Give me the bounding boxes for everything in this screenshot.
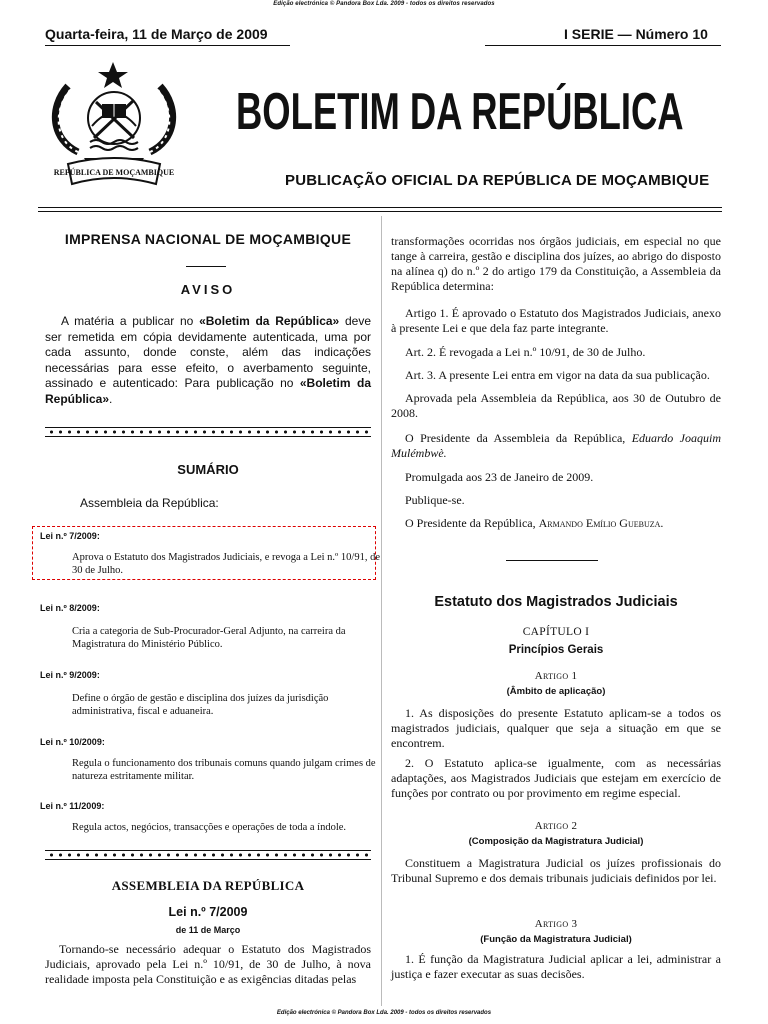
- assembleia-heading: ASSEMBLEIA DA REPÚBLICA: [111, 878, 305, 893]
- chapter-title: Princípios Gerais: [508, 644, 604, 656]
- president-republic-name: Armando Emílio Guebuza.: [538, 516, 664, 530]
- lei-title: Lei n.º 7/2009: [168, 905, 248, 919]
- aviso-text-part: .: [109, 391, 113, 406]
- sumario-lei-desc: Define o órgão de gestão e disciplina dos juízes da jurisdição administrativa, fiscal e aduaneira.: [72, 693, 329, 717]
- artigo-2-paragraph-1: Constituem a Magistratura Judicial os juízes profissionais do Tribunal Supremo e dos demais tribunais judiciais definidos por lei.: [391, 856, 721, 885]
- artigo-1-label: Artigo 1: [534, 670, 578, 682]
- sumario-lei-label: Lei n.º 11/2009:: [40, 801, 105, 811]
- artigo-1-paragraph-1: 1. As disposições do presente Estatuto aplicam-se a todos os magistrados judiciais, qualquer que seja a situação em que se encontrem.: [391, 706, 721, 750]
- lei-promulgated: Promulgada aos 23 de Janeiro de 2009.: [405, 470, 594, 484]
- dotted-separator: [45, 850, 371, 860]
- artigo-1-subtitle: (Âmbito de aplicação): [506, 686, 606, 697]
- sumario-heading: SUMÁRIO: [177, 462, 239, 477]
- issue-serie: I SERIE — Número 10: [564, 26, 708, 42]
- artigo-1-paragraph-2: 2. O Estatuto aplica-se igualmente, com as necessárias adaptações, aos Magistrados Judiciais que estejam em exercício de funções por contrato ou por provimento em regime especial.: [391, 756, 721, 800]
- artigo-3-subtitle: (Função da Magistratura Judicial): [480, 934, 632, 945]
- aviso-text: [45, 314, 371, 407]
- lei-intro-continued: transformações ocorridas nos órgãos judiciais, em especial no que tange à carreira, gestão e disciplina dos juízes, ao abrigo do disposto na alínea q) do n.º 2 do artigo 179 da Constituição, a Assembleia da República determina:: [391, 234, 721, 293]
- lei-approval: Aprovada pela Assembleia da República, aos 30 de Outubro de 2008.: [391, 391, 721, 420]
- sumario-lei-label: Lei n.º 7/2009:: [40, 531, 100, 541]
- imprensa-rule: [186, 266, 226, 267]
- coat-of-arms-emblem: [40, 60, 190, 188]
- aviso-text-part: deve ser remetida em cópia devidamente autenticada, uma por cada assunto, donde conste, além das indicações necessárias para esse efeito, o averbamento seguinte, assinado e autenticado: Para publicação no: [45, 314, 371, 390]
- president-republic-prefix: O Presidente da República,: [405, 516, 539, 530]
- publication-subtitle: PUBLICAÇÃO OFICIAL DA REPÚBLICA DE MOÇAMBIQUE: [285, 172, 710, 189]
- sumario-lei-label: Lei n.º 9/2009:: [40, 670, 100, 680]
- lei-date: de 11 de Março: [175, 925, 241, 935]
- lei-article-3: Art. 3. A presente Lei entra em vigor na data da sua publicação.: [405, 368, 710, 382]
- lei-intro-text: Tornando-se necessário adequar o Estatuto dos Magistrados Judiciais, aprovado pela Lei n.º 10/91, de 30 de Julho, à nova realidade imposta pela Constituição e as exigências ditadas pelas: [45, 942, 371, 986]
- issue-date: Quarta-feira, 11 de Março de 2009: [45, 26, 268, 42]
- header-rule-right: [485, 45, 721, 46]
- president-assembly-prefix: O Presidente da Assembleia da República,: [405, 431, 632, 445]
- sumario-lei-label: Lei n.º 8/2009:: [40, 603, 100, 613]
- sumario-org: Assembleia da República:: [80, 496, 219, 510]
- sumario-lei-desc: Regula o funcionamento dos tribunais comuns quando julgam crimes de natureza estritamente militar.: [72, 758, 376, 782]
- lei-president-republic: [391, 516, 721, 531]
- lei-publish: Publique-se.: [405, 493, 465, 507]
- aviso-text-part: A matéria a publicar no: [61, 314, 200, 328]
- president-assembly-name: Eduardo Joaquim Mulémbwè.: [391, 431, 722, 460]
- section-rule: [506, 560, 598, 561]
- chapter-label: CAPÍTULO I: [522, 626, 590, 638]
- coat-of-arms-icon: [40, 60, 190, 188]
- column-divider: [381, 216, 382, 1006]
- sumario-lei-desc: Cria a categoria de Sub-Procurador-Geral Adjunto, na carreira da Magistratura do Ministério Público.: [72, 626, 346, 650]
- sumario-lei-desc: Aprova o Estatuto dos Magistrados Judiciais, e revoga a Lei n.º 10/91, de 30 de Julho.: [72, 552, 380, 576]
- copyright-note-bottom: Edição electrónica © Pandora Box Lda. 2009 - todos os direitos reservados: [276, 1010, 492, 1016]
- lei-president-assembly: [391, 431, 721, 461]
- estatuto-heading: Estatuto dos Magistrados Judiciais: [434, 594, 678, 610]
- aviso-heading: AVISO: [180, 282, 236, 297]
- header-double-rule: [38, 207, 722, 212]
- lei-article-2: Art. 2. É revogada a Lei n.º 10/91, de 30 de Julho.: [405, 345, 646, 359]
- sumario-lei-label: Lei n.º 10/2009:: [40, 737, 105, 747]
- artigo-3-label: Artigo 3: [534, 918, 578, 930]
- lei-article-1: Artigo 1. É aprovado o Estatuto dos Magistrados Judiciais, anexo à presente Lei e que dela faz parte integrante.: [391, 306, 721, 335]
- artigo-2-label: Artigo 2: [534, 820, 578, 832]
- emblem-banner-text: REPÚBLICA DE MOÇAMBIQUE: [53, 168, 175, 177]
- aviso-text-bold: «Boletim da República»: [199, 314, 340, 328]
- header-rule-left: [45, 45, 290, 46]
- aviso-text-bold: «Boletim da República»: [45, 376, 372, 406]
- copyright-note-top: Edição electrónica © Pandora Box Lda. 2009 - todos os direitos reservados: [273, 1, 495, 7]
- dotted-separator: [45, 427, 371, 437]
- sumario-lei-desc: Regula actos, negócios, transacções e operações de toda a índole.: [72, 822, 347, 833]
- imprensa-heading: IMPRENSA NACIONAL DE MOÇAMBIQUE: [64, 231, 352, 247]
- artigo-2-subtitle: (Composição da Magistratura Judicial): [468, 836, 644, 847]
- publication-title: BOLETIM DA REPÚBLICA: [236, 83, 684, 141]
- artigo-3-paragraph-1: 1. É função da Magistratura Judicial aplicar a lei, administrar a justiça e fazer executar as suas decisões.: [391, 952, 721, 981]
